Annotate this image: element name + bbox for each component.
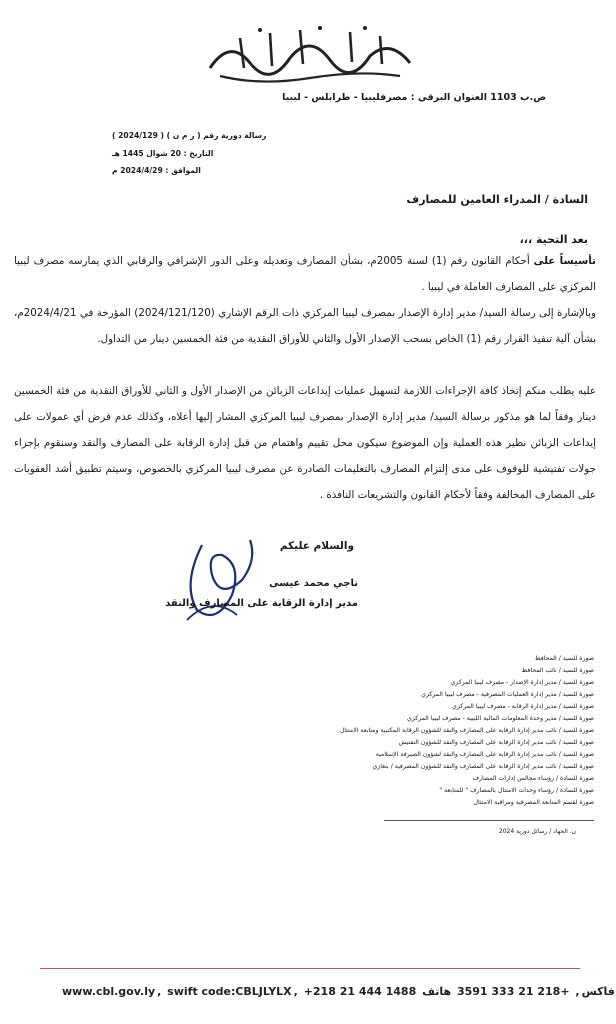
bank-address: ص.ب 1103 العنوان البرقي : مصرفليبيا - طرابلس - ليبيا	[282, 92, 546, 103]
paragraph-1-lead: تأسيساً على	[533, 255, 597, 267]
bank-logo	[200, 18, 420, 88]
footer-fax-label: فاكس	[581, 985, 615, 998]
cc-item: صورة للسيد / مدير إدارة الإصدار - مصرف ليبيا المركزي	[450, 679, 594, 686]
footer-phone-label: هاتف	[422, 985, 452, 998]
footer-website[interactable]: www.cbl.gov.ly	[62, 985, 156, 998]
cc-item: صورة للسيد / نائب مدير إدارة الرقابة على المصارف والنقد لشؤون الصيرفة الإسلامية	[375, 751, 594, 758]
cc-item: صورة للسادة / رؤساء وحدات الامتثال بالمصارف " للمتابعة "	[439, 787, 594, 794]
cc-item: صورة للسيد / نائب مدير إدارة الرقابة على المصارف والنقد للشؤون المصرفية / بنغازي	[372, 763, 594, 770]
cc-item: صورة لقسم المتابعة المصرفية ومراقبة الامتثال	[473, 799, 594, 806]
signature-image	[172, 525, 262, 635]
paragraph-3: عليه يطلب منكم إتخاذ كافة الإجراءات اللازمة لتسهيل عمليات إيداعات الزبائن من الإصدار الأول و الثاني للأوراق النقدية من فئة الخمسين دينار وفقاً لما هو مذكور برسالة السيد/ مدير إدارة الإصدار بمصرف ليبيا المركزي المشار إليها أعلاه، وكذلك عدم فرض أي عمولات على إيداعات الزبائن نظير هذه العملية وإن الموضوع سيكون محل تقييم واهتمام من قبل إدارة الرقابة على المصارف والنقد وسنقوم بإجراء جولات تفتيشية للوقوف على مدى إلتزام المصارف بالتعليمات الصادرة عن مصرف ليبيا المركزي بالخصوص، وسيتم تطبيق أشد العقوبات على المصارف المخالفة وفقاً لأحكام القانون والتشريعات النافذة .	[14, 385, 596, 501]
cc-footer-note: ن. الجهاد / رسائل دورية 2024	[498, 828, 576, 835]
cc-item: صورة للسيد / مدير وحدة المعلومات المالية الليبية - مصرف ليبيا المركزي	[406, 715, 594, 722]
greeting: بعد التحية ،،،	[519, 233, 588, 246]
cc-item: صورة للسيد / المحافظ	[534, 655, 594, 662]
circular-number: رسالة دورية رقم ( ر م ن ) ( 2024/129 )	[112, 131, 267, 140]
closing-salutation: والسلام عليكم	[279, 540, 354, 552]
signatory-name: ناجي محمد عيسى	[269, 578, 358, 589]
paragraph-1	[14, 248, 596, 300]
cc-list	[174, 653, 594, 809]
gregorian-date: الموافق : 2024/4/29 م	[112, 166, 201, 175]
footer-swift: swift code:CBLJLYLX	[167, 985, 292, 998]
cc-item: صورة للسيد / مدير إدارة الرقابة - مصرف ليبيا المركزي	[452, 703, 594, 710]
cc-item: صورة للسادة / رؤساء مجالس إدارات المصارف	[472, 775, 594, 782]
hijri-date: التاريخ : 20 شوال 1445 هـ	[112, 149, 214, 158]
addressee: السادة / المدراء العامين للمصارف	[406, 193, 588, 206]
cc-item: صورة للسيد / نائب المحافظ	[521, 667, 594, 674]
footer-rule	[40, 968, 580, 969]
paragraph-2: وبالإشارة إلى رسالة السيد/ مدير إدارة الإصدار بمصرف ليبيا المركزي ذات الرقم الإشاري (2024/121/120) المؤرخة في 2024/4/21م، بشأن آلية تنفيذ القرار رقم (1) الخاص بسحب الإصدار الأول والثاني للأوراق النقدية من فئة الخمسين دينار من التداول.	[14, 307, 596, 345]
signatory-title: مدير إدارة الرقابة على المصارف والنقد	[165, 598, 358, 609]
paragraph-1-text: أحكام القانون رقم (1) لسنة 2005م، بشأن المصارف وتعديله وعلى الدور الإشرافي والرقابي الذي يمارسه مصرف ليبيا المركزي على المصارف العاملة في ليبيا .	[14, 255, 596, 293]
footer-phone: +218 21 333 3591	[456, 985, 570, 998]
cc-divider	[384, 820, 594, 821]
cc-item: صورة للسيد / نائب مدير إدارة الرقابة على المصارف والنقد للشؤون الرقابة المكتبية ومتابعة الامتثال	[339, 727, 594, 734]
footer-fax: +218 21 444 1488	[303, 985, 417, 998]
cc-item: صورة للسيد / مدير إدارة العمليات المصرفية - مصرف ليبيا المركزي	[421, 691, 594, 698]
cc-item: صورة للسيد / نائب مدير إدارة الرقابة على المصارف والنقد للشؤون التفتيش	[398, 739, 594, 746]
footer-contact: www.cbl.gov.ly , swift code:CBLJLYLX , +218 21 444 1488 فاكس, +218 21 333 3591 هاتف	[62, 985, 615, 998]
